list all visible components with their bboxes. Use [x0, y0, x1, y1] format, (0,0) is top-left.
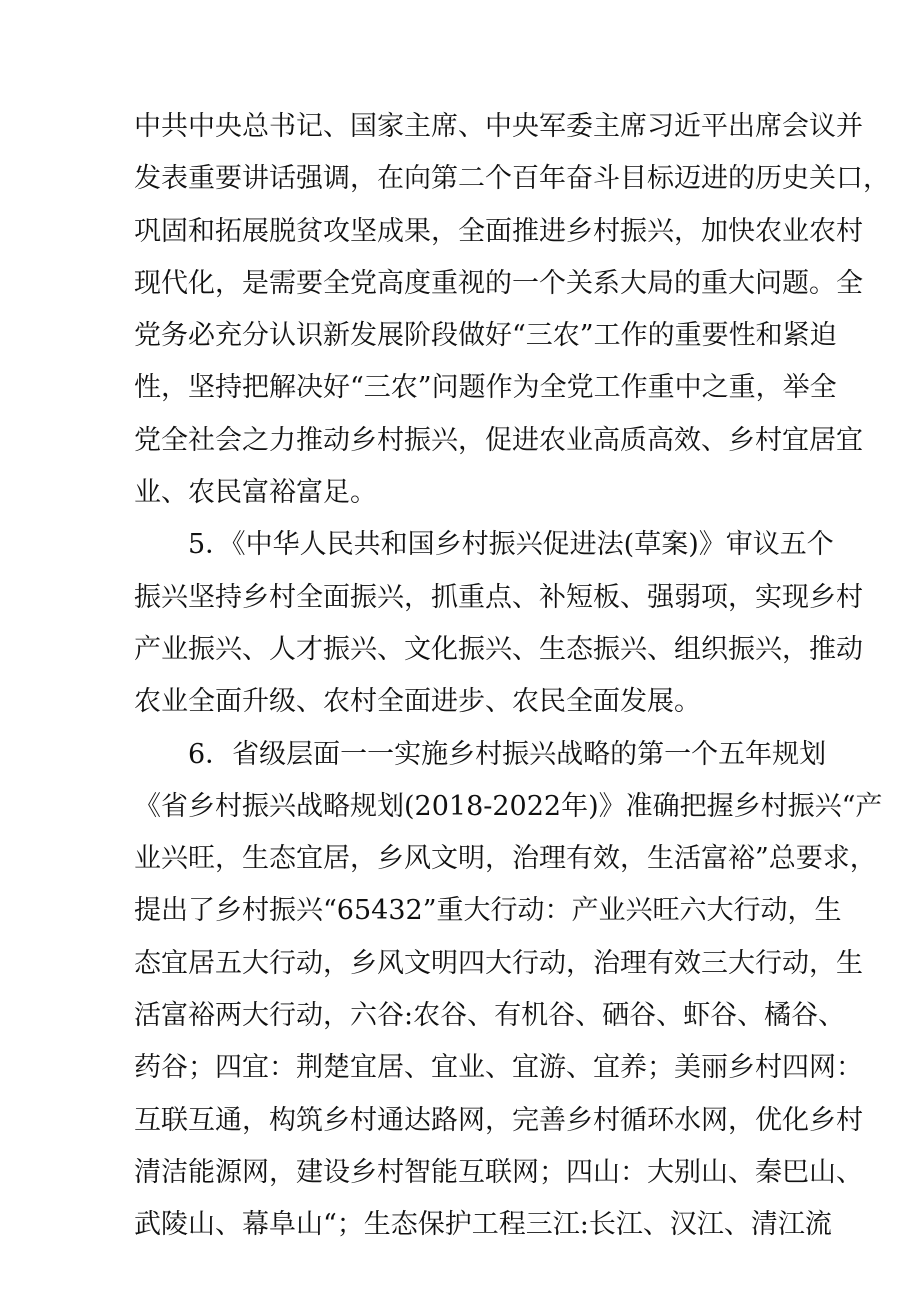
text-line: 中共中央总书记、国家主席、中央军委主席习近平出席会议并	[134, 111, 863, 142]
text-line: 振兴坚持乡村全面振兴，抓重点、补短板、强弱项，实现乡村	[134, 581, 863, 613]
text-line: 武陵山、幕阜山“；生态保护工程三江:长江、汉江、清江流	[134, 1209, 832, 1241]
text-line: 发表重要讲话强调，在向第二个百年奋斗目标迈进的历史关口，	[134, 163, 890, 195]
paragraph-5-first-line: 5．《中华人民共和国乡村振兴促进法(草案)》审议五个	[188, 529, 834, 561]
text-line: 业、农民富裕富足。	[134, 477, 377, 509]
paragraph-6-first-line: 6．省级层面一一实施乡村振兴战略的第一个五年规划	[188, 738, 827, 770]
text-line: 产业振兴、人才振兴、文化振兴、生态振兴、组织振兴，推动	[134, 633, 863, 665]
text-line: 《省乡村振兴战略规划(2018-2022年)》准确把握乡村振兴“产	[134, 790, 883, 822]
text-line: 活富裕两大行动，六谷:农谷、有机谷、硒谷、虾谷、橘谷、	[134, 1000, 846, 1032]
text-line: 业兴旺，生态宜居，乡风文明，治理有效，生活富裕”总要求，	[134, 843, 877, 875]
text-line: 药谷；四宜：荆楚宜居、宜业、宜游、宜养；美丽乡村四网：	[134, 1052, 863, 1084]
text-line: 态宜居五大行动，乡风文明四大行动，治理有效三大行动，生	[134, 947, 863, 979]
text-line: 互联互通，构筑乡村通达路网，完善乡村循环水网，优化乡村	[134, 1104, 863, 1136]
text-line: 性，坚持把解决好“三农”问题作为全党工作重中之重，举全	[134, 372, 837, 404]
text-line: 巩固和拓展脱贫攻坚成果，全面推进乡村振兴，加快农业农村	[134, 215, 863, 247]
text-line: 清洁能源网，建设乡村智能互联网；四山：大别山、秦巴山、	[134, 1156, 863, 1188]
text-line: 党务必充分认识新发展阶段做好“三农”工作的重要性和紧迫	[134, 320, 837, 352]
body-text	[134, 101, 890, 1252]
text-line: 现代化，是需要全党高度重视的一个关系大局的重大问题。全	[134, 267, 863, 299]
text-line: 提出了乡村振兴“65432”重大行动：产业兴旺六大行动，生	[134, 895, 842, 927]
text-line: 党全社会之力推动乡村振兴，促进农业高质高效、乡村宜居宜	[134, 424, 863, 456]
text-line: 农业全面升级、农村全面进步、农民全面发展。	[134, 686, 701, 718]
